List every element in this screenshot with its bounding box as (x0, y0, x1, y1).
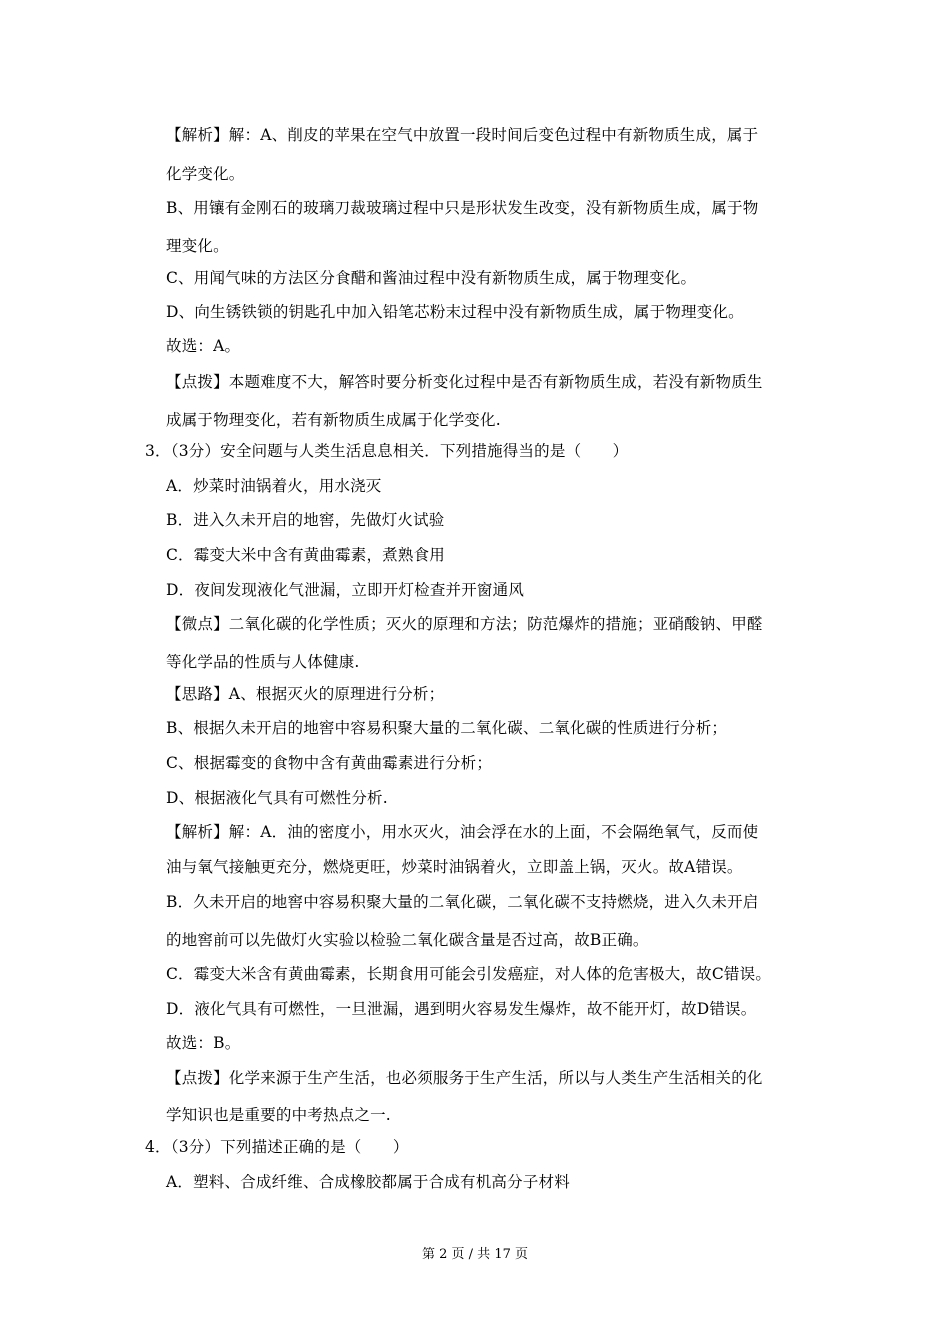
text-line: B．进入久未开启的地窖，先做灯火试验 (166, 511, 445, 529)
page-footer: 第 2 页 / 共 17 页 (422, 1247, 528, 1262)
text-line: D、向生锈铁锁的钥匙孔中加入铅笔芯粉末过程中没有新物质生成，属于物理变化。 (166, 303, 744, 321)
question-stem: 4．（3分）下列描述正确的是（ ） (145, 1138, 409, 1156)
text-line: 理变化。 (166, 237, 229, 255)
text-line: C．霉变大米中含有黄曲霉素，煮熟食用 (166, 546, 445, 564)
text-line: B、根据久未开启的地窖中容易积聚大量的二氧化碳、二氧化碳的性质进行分析； (166, 719, 728, 737)
text-line: B、用镶有金刚石的玻璃刀裁玻璃过程中只是形状发生改变，没有新物质生成，属于物 (166, 199, 759, 217)
text-line: A．塑料、合成纤维、合成橡胶都属于合成有机高分子材料 (166, 1173, 570, 1191)
text-line: 【思路】A、根据灭火的原理进行分析； (166, 685, 445, 703)
text-line: 【解析】解：A、削皮的苹果在空气中放置一段时间后变色过程中有新物质生成，属于 (166, 126, 759, 144)
text-line: C．霉变大米含有黄曲霉素，长期食用可能会引发癌症，对人体的危害极大，故C错误。 (166, 965, 772, 983)
text-line: C、根据霉变的食物中含有黄曲霉素进行分析； (166, 754, 493, 772)
text-line: B．久未开启的地窖中容易积聚大量的二氧化碳，二氧化碳不支持燃烧，进入久未开启 (166, 893, 759, 911)
text-line: A．炒菜时油锅着火，用水浇灭 (166, 477, 382, 495)
text-line: 【点拨】化学来源于生产生活，也必须服务于生产生活，所以与人类生产生活相关的化 (166, 1069, 763, 1087)
text-line: 故选：A。 (166, 337, 241, 355)
text-line: 等化学品的性质与人体健康. (166, 653, 360, 671)
text-line: D、根据液化气具有可燃性分析. (166, 789, 388, 807)
text-line: 的地窖前可以先做灯火实验以检验二氧化碳含量是否过高，故B正确。 (166, 931, 649, 949)
text-line: 故选：B。 (166, 1034, 241, 1052)
text-line: D．液化气具有可燃性，一旦泄漏，遇到明火容易发生爆炸，故不能开灯，故D错误。 (166, 1000, 757, 1018)
text-line: 化学变化。 (166, 165, 245, 183)
text-line: D．夜间发现液化气泄漏，立即开灯检查并开窗通风 (166, 581, 525, 599)
text-line: 【微点】二氧化碳的化学性质；灭火的原理和方法；防范爆炸的措施；亚硝酸钠、甲醛 (166, 615, 763, 633)
text-line: 成属于物理变化，若有新物质生成属于化学变化. (166, 411, 501, 429)
text-line: 油与氧气接触更充分，燃烧更旺，炒菜时油锅着火，立即盖上锅，灭火。故A错误。 (166, 858, 743, 876)
question-stem: 3．（3分）安全问题与人类生活息息相关．下列措施得当的是（ ） (145, 442, 629, 460)
text-line: 【点拨】本题难度不大，解答时要分析变化过程中是否有新物质生成，若没有新物质生 (166, 373, 763, 391)
text-line: 【解析】解：A．油的密度小，用水灭火，油会浮在水的上面，不会隔绝氧气，反而使 (166, 823, 759, 841)
text-line: 学知识也是重要的中考热点之一. (166, 1106, 391, 1124)
text-line: C、用闻气味的方法区分食醋和酱油过程中没有新物质生成，属于物理变化。 (166, 269, 697, 287)
